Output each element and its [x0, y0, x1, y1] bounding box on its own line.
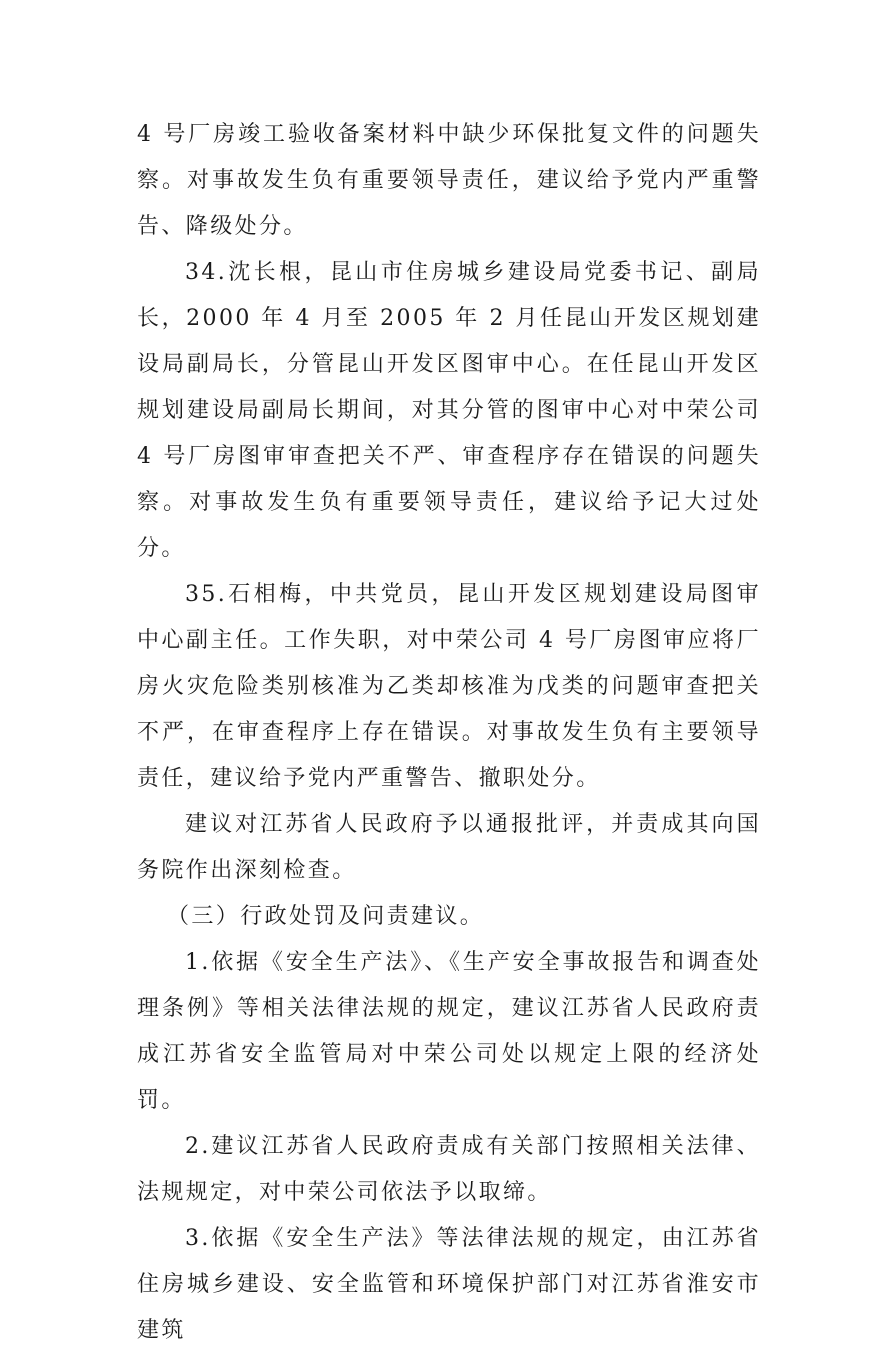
- paragraph-penalty-3: 3.依据《安全生产法》等法律法规的规定，由江苏省住房城乡建设、安全监管和环境保护部门对江苏省淮安市建筑: [137, 1226, 761, 1343]
- paragraph-continuation: 4 号厂房竣工验收备案材料中缺少环保批复文件的问题失察。对事故发生负有重要领导责任，建议给予党内严重警告、降级处分。: [137, 122, 761, 239]
- paragraph-item-35: 35.石相梅，中共党员，昆山开发区规划建设局图审中心副主任。工作失职，对中荣公司 4 号厂房图审应将厂房火灾危险类别核准为乙类却核准为戊类的问题审查把关不严，在审查程序上存在错误。对事故发生负有主要领导责任，建议给予党内严重警告、撤职处分。: [137, 582, 761, 791]
- paragraph-penalty-1: 1.依据《安全生产法》、《生产安全事故报告和调查处理条例》等相关法律法规的规定，建议江苏省人民政府责成江苏省安全监管局对中荣公司处以规定上限的经济处罚。: [137, 950, 761, 1113]
- document-body: [137, 112, 761, 1354]
- paragraph-recommendation: 建议对江苏省人民政府予以通报批评，并责成其向国务院作出深刻检查。: [137, 812, 761, 883]
- paragraph-penalty-2: 2.建议江苏省人民政府责成有关部门按照相关法律、法规规定，对中荣公司依法予以取缔。: [137, 1134, 761, 1205]
- paragraph-item-34: 34.沈长根，昆山市住房城乡建设局党委书记、副局长，2000 年 4 月至 2005 年 2 月任昆山开发区规划建设局副局长，分管昆山开发区图审中心。在任昆山开发区规划建设局副局长期间，对其分管的图审中心对中荣公司 4 号厂房图审审查把关不严、审查程序存在错误的问题失察。对事故发生负有重要领导责任，建议给予记大过处分。: [137, 260, 761, 561]
- section-heading-3: （三）行政处罚及问责建议。: [167, 904, 485, 929]
